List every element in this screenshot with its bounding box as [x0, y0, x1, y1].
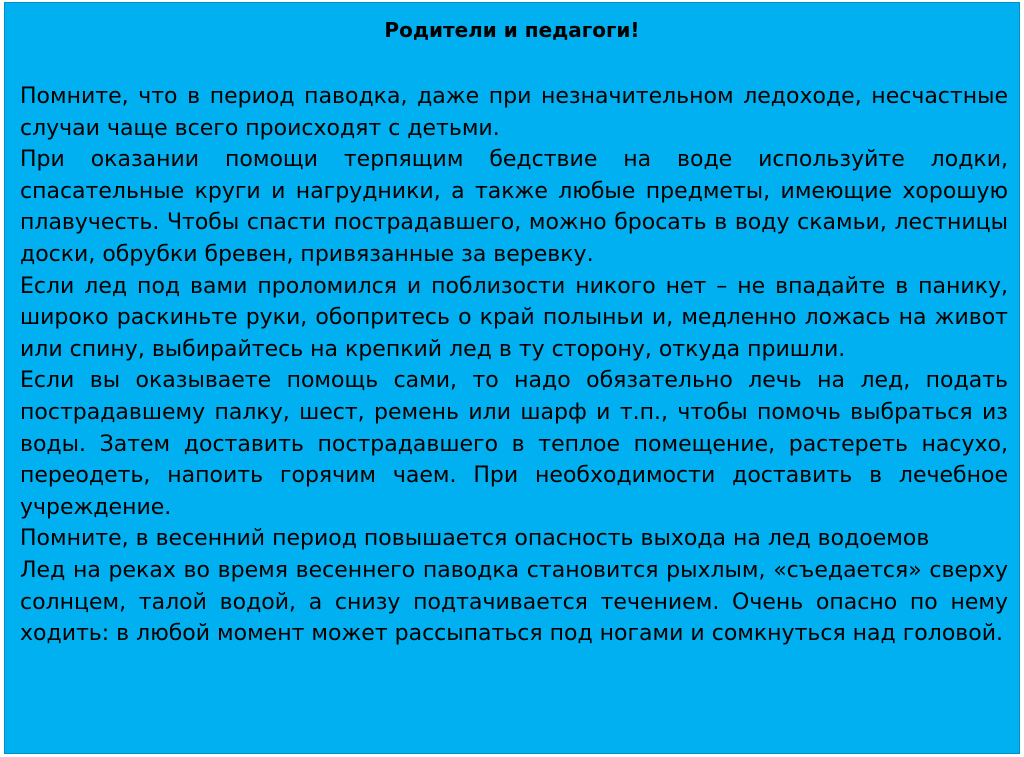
slide-title: Родители и педагоги!: [384, 18, 640, 42]
paragraph-helping-yourself: Если вы оказываете помощь сами, то надо обязательно лечь на лед, подать пострадавшему палку, шест, ремень или шарф и т.п., чтобы помочь выбраться из воды. Затем доставить пострадавшего в теплое помещение, растереть насухо, переодеть, напоить горячим чаем. При необходимости доставить в лечебное учреждение.: [20, 368, 1008, 520]
paragraph-river-ice: Лед на реках во время весеннего паводка становится рыхлым, «съедается» сверху солнцем, талой водой, а снизу подтачивается течением. Очень опасно по нему ходить: в любой момент может рассыпаться под ногами и сомкнуться над головой.: [20, 557, 1008, 647]
paragraph-rescue-means: При оказании помощи терпящим бедствие на воде используйте лодки, спасательные круги и нагрудники, а также любые предметы, имеющие хорошую плавучесть. Чтобы спасти пострадавшего, можно бросать в воду скамьи, лестницы доски, обрубки бревен, привязанные за веревку.: [20, 147, 1008, 267]
paragraph-flood-period: Помните, что в период паводка, даже при незначительном ледоходе, несчастные случаи чаще всего происходят с детьми.: [20, 84, 1008, 141]
paragraph-spring-danger: Помните, в весенний период повышается опасность выхода на лед водоемов: [20, 526, 930, 552]
paragraph-ice-broke: Если лед под вами проломился и поблизости никого нет – не впадайте в панику, широко раскиньте руки, обопритесь о край полыньи и, медленно ложась на живот или спину, выбирайтесь на крепкий лед в ту сторону, откуда пришли.: [20, 273, 1008, 362]
slide-body: [20, 81, 1008, 650]
slide-panel: [4, 2, 1020, 754]
